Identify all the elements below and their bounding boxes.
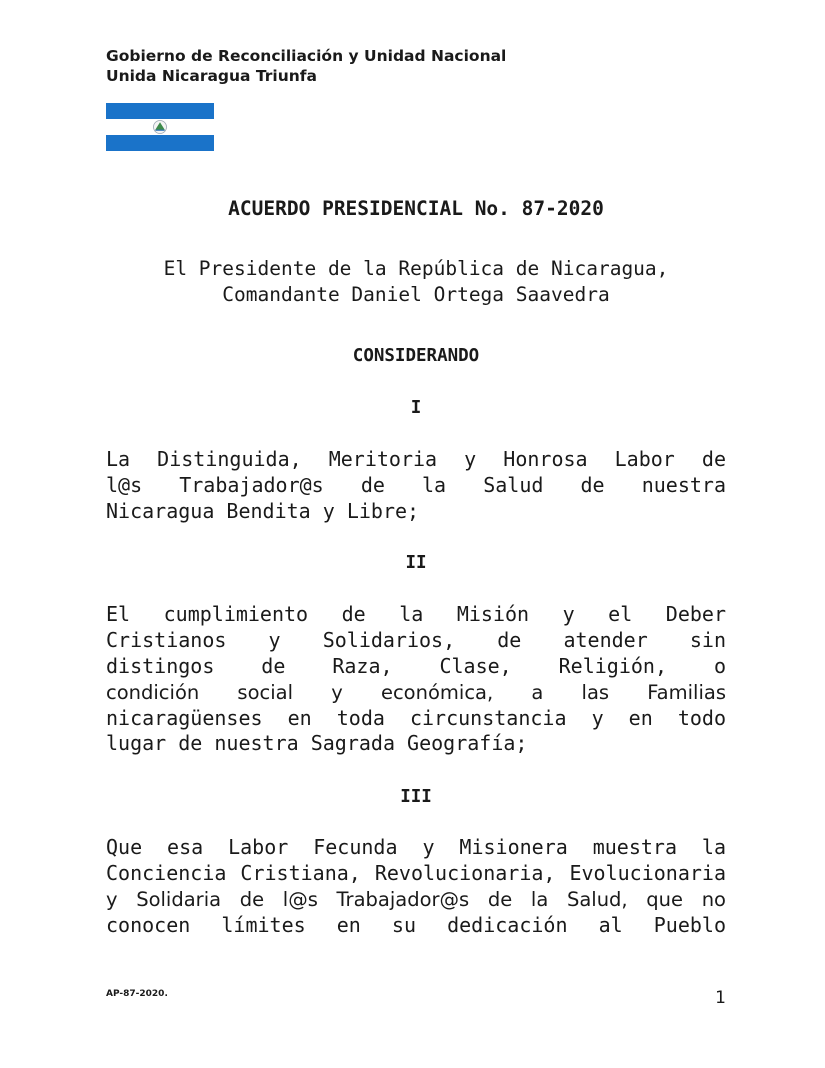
section-paragraph xyxy=(106,835,726,939)
paragraph-line: nicaragüenses en toda circunstancia y en todo xyxy=(106,705,726,730)
section-numeral: III xyxy=(400,787,432,807)
subtitle-line-2: Comandante Daniel Ortega Saavedra xyxy=(222,283,610,306)
header-government-name: Gobierno de Reconciliación y Unidad Nacional xyxy=(106,47,507,65)
paragraph-line: La Distinguida, Meritoria y Honrosa Labor de xyxy=(106,447,726,471)
document-title: ACUERDO PRESIDENCIAL No. 87-2020 xyxy=(228,197,604,220)
paragraph-line: Cristianos y Solidarios, de atender sin xyxy=(106,627,726,652)
paragraph-line: condición social y económica, a las Familias xyxy=(106,680,726,704)
page-number: 1 xyxy=(715,988,726,1008)
paragraph-line: y Solidaria de l@s Trabajador@s de la Salud, que no xyxy=(106,887,726,911)
section-paragraph xyxy=(106,602,726,757)
paragraph-line: Nicaragua Bendita y Libre; xyxy=(106,498,420,523)
header-slogan: Unida Nicaragua Triunfa xyxy=(106,67,318,85)
paragraph-line: lugar de nuestra Sagrada Geografía; xyxy=(106,731,528,756)
paragraph-line: l@s Trabajador@s de la Salud de nuestra xyxy=(106,472,726,497)
section-numeral: II xyxy=(405,553,427,573)
paragraph-line: distingos de Raza, Clase, Religión, o xyxy=(106,653,726,678)
paragraph-line: Que esa Labor Fecunda y Misionera muestra la xyxy=(106,835,726,859)
subtitle-line-1: El Presidente de la República de Nicaragua, xyxy=(163,257,669,280)
paragraph-line: conocen límites en su dedicación al Pueblo xyxy=(106,912,726,937)
paragraph-line: Conciencia Cristiana, Revolucionaria, Evolucionaria xyxy=(106,860,726,885)
section-numeral: I xyxy=(410,398,422,418)
section-paragraph xyxy=(106,447,726,525)
paragraph-line: El cumplimiento de la Misión y el Deber xyxy=(106,602,726,626)
nicaragua-flag-icon xyxy=(106,103,214,151)
considerando-heading: CONSIDERANDO xyxy=(352,346,480,366)
footer-document-code: AP-87-2020. xyxy=(106,989,168,999)
